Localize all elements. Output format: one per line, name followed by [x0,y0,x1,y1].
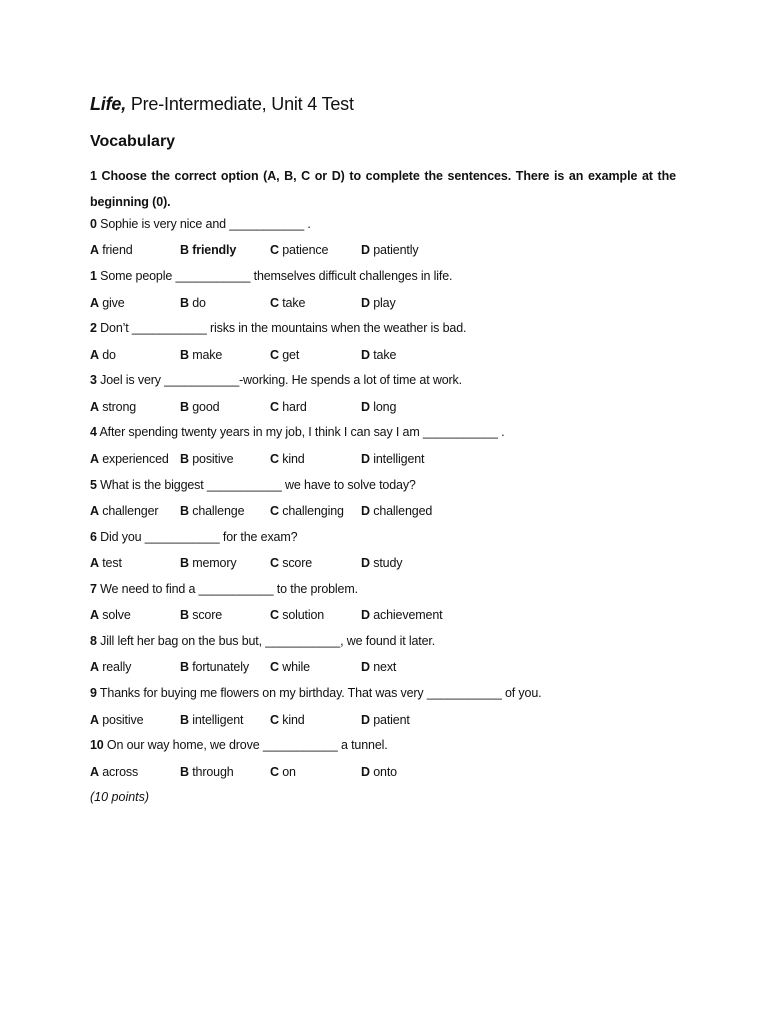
question-number: 3 [90,373,97,387]
question-number: 2 [90,321,97,335]
section-heading: Vocabulary [90,133,176,150]
option-c: C on [270,765,296,779]
option-c: C hard [270,400,307,414]
option-a: A challenger [90,504,159,518]
option-a: A give [90,296,125,310]
options-9 [90,713,690,731]
question-5 [90,478,416,492]
points-note: (10 points) [90,790,150,804]
option-d: D take [361,348,397,362]
options-0 [90,243,690,261]
option-a: A do [90,348,116,362]
option-d: D study [361,556,403,570]
question-text: After spending twenty years in my job, I think I can say I am ___________ . [96,425,505,439]
options-2 [90,348,690,366]
question-2 [90,321,466,335]
option-d: D play [361,296,396,310]
question-text: Joel is very ___________-working. He spends a lot of time at work. [96,373,462,387]
option-c: C patience [270,243,329,257]
option-b-example-answer: B friendly [180,243,237,257]
question-number: 9 [90,686,97,700]
option-a: A positive [90,713,144,727]
question-text: Did you ___________ for the exam? [96,530,298,544]
question-number: 8 [90,634,97,648]
question-text: Don’t ___________ risks in the mountains when the weather is bad. [96,321,467,335]
option-a: A really [90,660,132,674]
option-b: B memory [180,556,237,570]
question-number: 7 [90,582,97,596]
instructions: 1 Choose the correct option (A, B, C or D) to complete the sentences. There is an example at the beginning (0). [90,169,676,209]
option-c: C solution [270,608,325,622]
options-7 [90,608,690,626]
options-10 [90,765,690,783]
option-c: C take [270,296,306,310]
option-a: A friend [90,243,133,257]
option-c: C challenging [270,504,344,518]
option-d: D patient [361,713,410,727]
title-book-name: Life, [90,94,127,114]
option-d: D achievement [361,608,443,622]
options-4 [90,452,690,470]
options-6 [90,556,690,574]
option-a: A across [90,765,139,779]
option-c: C while [270,660,310,674]
option-a: A test [90,556,122,570]
option-c: C score [270,556,313,570]
option-c: C kind [270,713,305,727]
question-1 [90,269,452,283]
question-text: What is the biggest ___________ we have to solve today? [96,478,416,492]
page-title [90,94,354,115]
option-b: B challenge [180,504,245,518]
question-number: 10 [90,738,104,752]
question-text: Jill left her bag on the bus but, ___________, we found it later. [96,634,436,648]
question-4 [90,425,504,439]
question-text: Sophie is very nice and ___________ . [96,217,311,231]
question-number: 0 [90,217,97,231]
options-3 [90,400,690,418]
option-d: D intelligent [361,452,425,466]
option-a: A strong [90,400,137,414]
options-8 [90,660,690,678]
question-text: Thanks for buying me flowers on my birthday. That was very ___________ of you. [96,686,542,700]
option-d: D long [361,400,397,414]
question-text: We need to find a ___________ to the problem. [96,582,358,596]
options-1 [90,296,690,314]
question-10 [90,738,388,752]
question-0 [90,217,311,231]
option-d: D patiently [361,243,419,257]
option-c: C kind [270,452,305,466]
options-5 [90,504,690,522]
question-6 [90,530,297,544]
option-b: B make [180,348,223,362]
question-8 [90,634,435,648]
question-text: On our way home, we drove ___________ a tunnel. [103,738,388,752]
question-9 [90,686,541,700]
option-b: B through [180,765,234,779]
option-b: B good [180,400,220,414]
question-7 [90,582,358,596]
option-d: D challenged [361,504,433,518]
question-number: 6 [90,530,97,544]
question-text: Some people ___________ themselves difficult challenges in life. [96,269,453,283]
option-c: C get [270,348,300,362]
option-b: B positive [180,452,234,466]
question-number: 1 [90,269,97,283]
question-3 [90,373,462,387]
option-a: A experienced [90,452,169,466]
option-b: B score [180,608,223,622]
option-b: B intelligent [180,713,244,727]
option-d: D onto [361,765,397,779]
option-d: D next [361,660,397,674]
option-a: A solve [90,608,131,622]
title-subtitle: Pre-Intermediate, Unit 4 Test [126,94,354,114]
question-number: 5 [90,478,97,492]
question-number: 4 [90,425,97,439]
option-b: B fortunately [180,660,249,674]
option-b: B do [180,296,206,310]
